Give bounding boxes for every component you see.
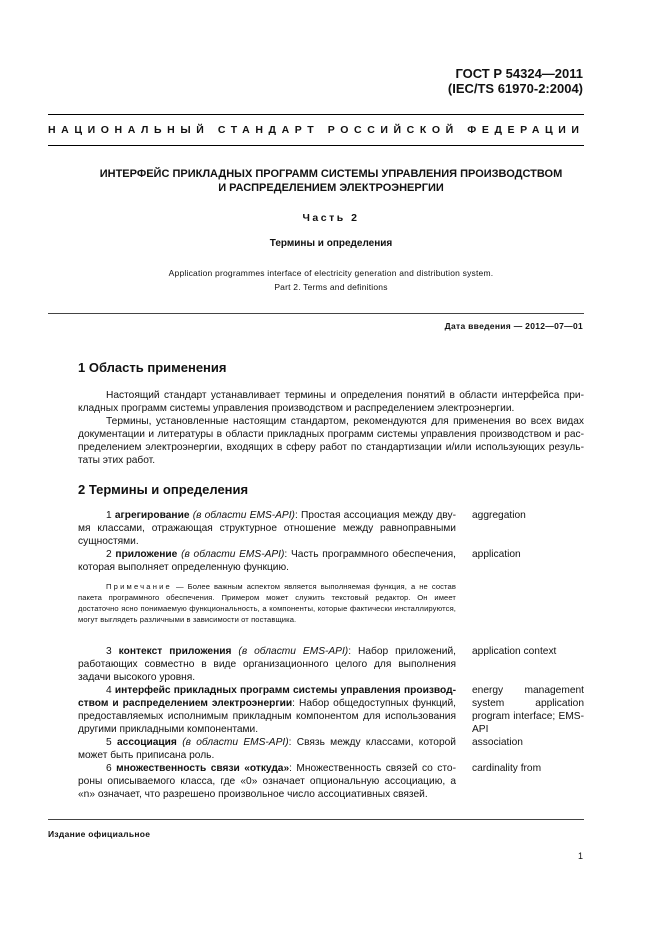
banner-divider xyxy=(48,145,584,146)
effective-date: Дата введения — 2012—07—01 xyxy=(444,321,583,331)
official-edition-label: Издание официальное xyxy=(48,829,151,839)
term-number: 5 xyxy=(106,737,112,748)
document-number: ГОСТ Р 54324—2011 xyxy=(455,66,583,81)
term-english-3: application context xyxy=(472,646,557,657)
section-1-body xyxy=(78,389,584,467)
section-1-heading: 1 Область применения xyxy=(78,360,227,375)
term-number: 1 xyxy=(106,510,112,521)
footer-divider xyxy=(48,819,584,820)
part-number: Часть 2 xyxy=(302,212,360,224)
national-standard-banner: НАЦИОНАЛЬНЫЙ СТАНДАРТ РОССИЙСКОЙ ФЕДЕРАЦИИ xyxy=(48,124,585,136)
term-name: агрегирование xyxy=(114,510,190,521)
document-title-line-2: И РАСПРЕДЕЛЕНИЕМ ЭЛЕКТРОЭНЕРГИИ xyxy=(218,182,444,194)
term-entry-1 xyxy=(78,509,456,548)
term-number: 3 xyxy=(106,646,112,657)
term-definition: : Связь между классами, которой может быть приписана роль. xyxy=(78,737,456,761)
term-scope: (в области EMS-API) xyxy=(182,737,289,748)
term-number: 6 xyxy=(106,763,112,774)
english-title-line-1: Application programmes interface of electricity generation and distribution system. xyxy=(168,268,494,278)
term-definition: : Простая ассоциация между двумя классами, отражающая структурное отношение между равноправными сущностями. xyxy=(78,510,456,547)
term-english-6: cardinality from xyxy=(472,763,542,774)
term-definition: : Набор приложений, работающих совместно в виде организационного целого для выполнения задачи высокого уровня. xyxy=(78,646,456,683)
term-name: интерфейс прикладных программ системы управления производством и распределением электроэнергии xyxy=(78,685,456,709)
term-number: 2 xyxy=(106,549,112,560)
section-1-paragraph-1: Настоящий стандарт устанавливает термины и определения понятий в области интерфейса прикладных программ системы управления производством и распределением электроэнергии. xyxy=(78,390,584,414)
term-definition: : Множественность связей со стороны описываемого класса, где «0» означает опциональную ассоциацию, а «n» означает, что разрешено произвольное число ассоциативных связей. xyxy=(78,763,456,800)
term-name: приложение xyxy=(115,549,178,560)
term-name: множественность связи «откуда» xyxy=(116,763,290,774)
term-entry-2 xyxy=(78,548,456,574)
term-entry-4 xyxy=(78,684,456,736)
term-english-1: aggregation xyxy=(472,510,526,521)
term-number: 4 xyxy=(106,685,112,696)
term-scope: (в области EMS-API) xyxy=(238,646,349,657)
term-entry-6 xyxy=(78,762,456,801)
term-name: контекст приложения xyxy=(118,646,232,657)
english-title-line-2: Part 2. Terms and definitions xyxy=(274,282,388,292)
term-entry-3 xyxy=(78,645,456,684)
section-2-heading: 2 Термины и определения xyxy=(78,482,249,497)
term-scope: (в области EMS-API) xyxy=(181,549,285,560)
term-scope: (в области EMS-API) xyxy=(192,510,295,521)
page-number: 1 xyxy=(577,851,583,861)
note-text: — Более важным аспектом является выполняемая функция, а не состав пакета программного обеспечения. Примером может служить текстовый редактор. Он имеет достаточно ясно понимаемую функциональность, а компоненты, которые фактически инсталлируются, могут выглядеть различными в зависимости от поставщика. xyxy=(78,582,456,624)
note-block xyxy=(78,581,456,625)
note-label: Примечание xyxy=(106,582,172,591)
document-title-line-1: ИНТЕРФЕЙС ПРИКЛАДНЫХ ПРОГРАММ СИСТЕМЫ УПРАВЛЕНИЯ ПРОИЗВОДСТВОМ xyxy=(99,168,563,180)
section-1-paragraph-2: Термины, установленные настоящим стандартом, рекомендуются для применения во всех видах документации и литературы в области прикладных программ системы управления производством и распределением электроэнергии, входящих в сферу работ по стандартизации и/или использующих результаты этих работ. xyxy=(78,416,584,466)
term-english-2: application xyxy=(472,549,521,560)
term-definition: : Набор общедоступных функций, предоставляемых исполнимым прикладным компонентом для использования другими прикладными компонентами. xyxy=(78,698,456,735)
term-english-5: association xyxy=(472,737,523,748)
date-divider xyxy=(48,313,584,314)
iec-reference: (IEC/TS 61970-2:2004) xyxy=(447,81,583,96)
top-divider xyxy=(48,114,584,115)
term-english-4: energy management system application program interface; EMS-API xyxy=(472,685,584,735)
document-subtitle: Термины и определения xyxy=(269,238,393,249)
term-definition: : Часть программного обеспечения, которая выполняет определенную функцию. xyxy=(78,549,456,573)
term-entry-5 xyxy=(78,736,456,762)
term-name: ассоциация xyxy=(116,737,177,748)
